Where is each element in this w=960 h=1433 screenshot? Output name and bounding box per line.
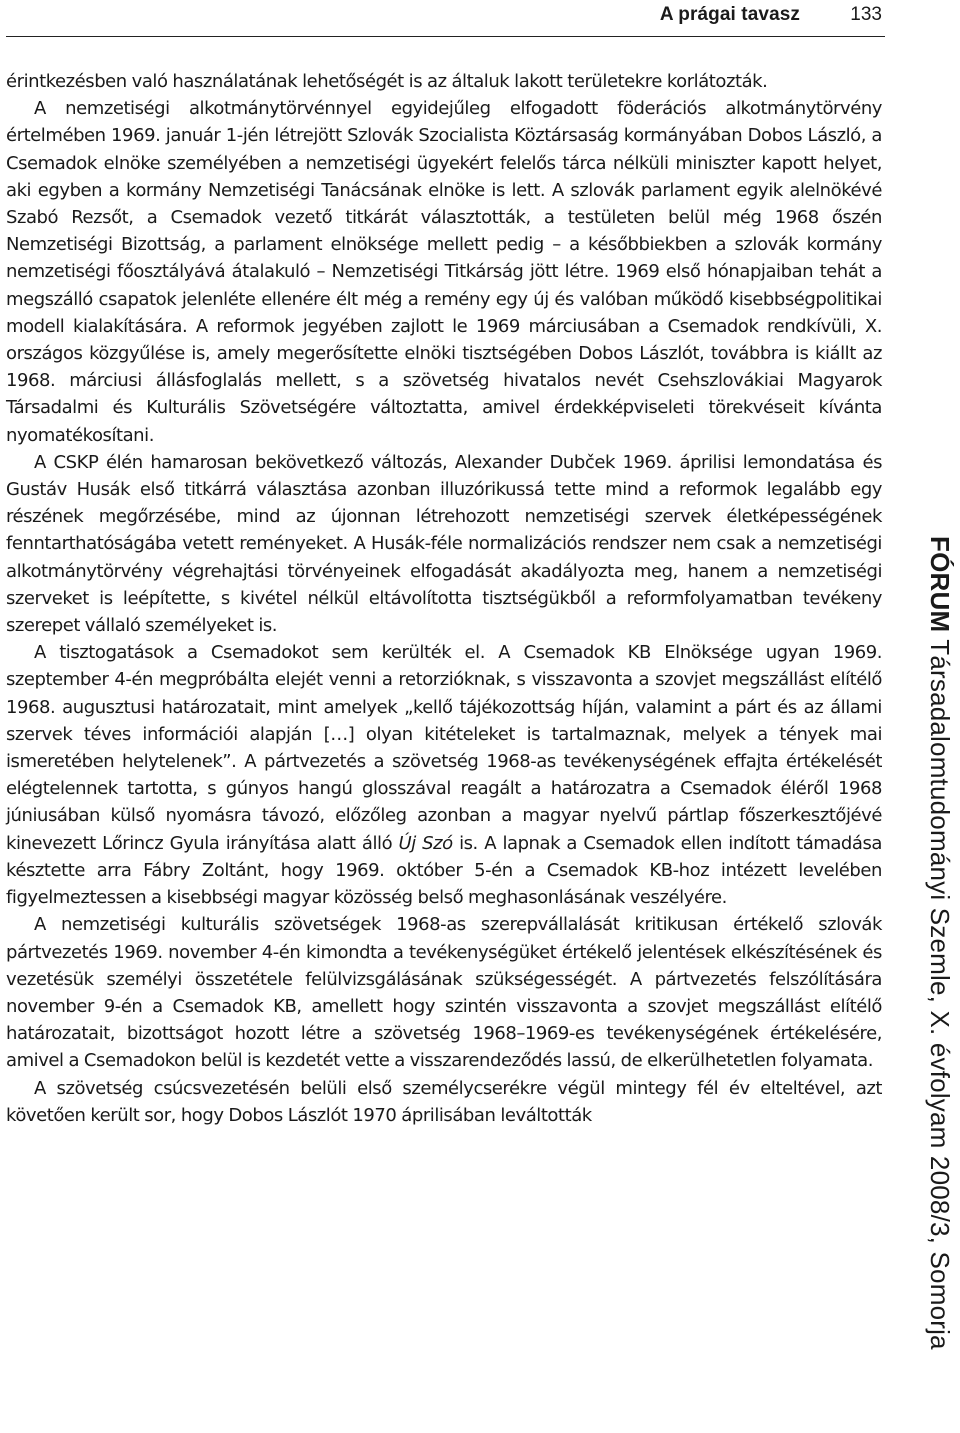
journal-issue: Társadalomtudományi Szemle, X. évfolyam 2008/3, Somorja — [925, 632, 955, 1350]
paragraph — [6, 911, 882, 1074]
paragraph — [6, 68, 882, 95]
body-text — [6, 68, 882, 1129]
paragraph-text: A CSKP élén hamarosan bekövetkező változás, Alexander Dubček 1969. áprilisi lemondatása és Gustáv Husák első titkárrá választása azonban illuzórikussá tette mind a reformok legalább egy részének megőrzésébe, mind az újonnan létrehozott nemzetiségi szervek életképességének fenntarthatóságába vetett reményeket. A Husák-féle normalizációs rendszer nem csak a nemzetiségi alkotmánytörvény végrehajtási törvényeinek elfogadását akadályozta meg, hanem a nemzetiségi szerveket is leépítette, s kivétel nélkül eltávolította tisztségükből a reformfolyamatban tevékeny szerepet vállaló személyeket is. — [6, 451, 882, 637]
paragraph-text: A nemzetiségi alkotmánytörvénnyel egyidejűleg elfogadott föderációs alkotmánytörvény értelmében 1969. január 1-jén létrejött Szlovák Szocialista Köztársaság kormányában Dobos László, a Csemadok elnöke személyében a nemzetiségi ügyekért felelős tárca nélküli miniszter kapott helyet, aki egyben a kormány Nemzetiségi Tanácsának elnöke is lett. A szlovák parlament egyik alelnökévé Szabó Rezsőt, a Csemadok vezető titkárát választották, a testületen belül még 1968 őszén Nemzetiségi Bizottság, a parlament elnöksége mellett pedig – a későbbiekben a szlovák kormány nemzetiségi főosztályává átalakuló – Nemzetiségi Titkárság jött létre. 1969 első hónapjaiban tehát a megszálló csapatok jelenléte ellenére élt még a remény egy új és valóban működő kisebbségpolitikai modell kialakítására. A reformok jegyében zajlott le 1969 márciusában a Csemadok rendkívüli, X. országos közgyűlése is, amely megerősítette elnöki tisztségében Dobos Lászlót, továbbra is kiállt az 1968. márciusi állásfoglalás mellett, s a szövetség hivatalos nevét Csehszlovákiai Magyarok Társadalmi és Kulturális Szövetségére változtatta, amivel érdekképviseleti törekvéseit kívánta nyomatékosítani. — [6, 98, 882, 446]
journal-brand: FÓRUM — [925, 536, 955, 633]
paragraph-text: A tisztogatások a Csemadokot sem kerülték el. A Csemadok KB Elnöksége ugyan 1969. szeptember 4-én megpróbálta elejét venni a retorzióknak, s visszavonta a szovjet megszállást elítélő 1968. augusztusi határozatait, mint amelyek „kellő tájékozottság híján, valamint a párt és az állami szervek téves információi alapján […] olyan kitételeket is tartalmaznak, melyek a tények mai ismeretében helytelenek”. A pártvezetés a szövetség 1968-as tevékenységének effajta értékelését elégtelennek tartotta, s gúnyos hangú glosszával reagált a határozatra a Csemadok éléről 1968 júniusában külső nyomásra távozó, előzőleg azonban a magyar nyelvű pártlap főszerkesztőjévé kinevezett Lőrincz Gyula irányítása alatt álló — [6, 642, 882, 854]
paragraph-text: is. A lapnak a Csemadok ellen indított támadása késztette arra Fábry Zoltánt, hogy 1969. október 5-én a Csemadok KB-hoz intézett levelében figyelmeztessen a kisebbségi magyar közösség belső meghasonlásának veszélyére. — [6, 832, 883, 909]
running-title: A prágai tavasz — [659, 4, 800, 25]
paragraph — [6, 639, 882, 911]
paragraph — [6, 1075, 882, 1129]
paragraph-text: A nemzetiségi kulturális szövetségek 1968-as szerepvállalását kritikusan értékelő szlovák pártvezetés 1969. november 4-én kimondta a tevékenységüket értékelő jelentések elkészítésének és vezetésük személyi összetétele felülvizsgálásának szükségességét. A pártvezetés felszólítására november 9-én a Csemadok KB, amellett hogy szintén visszavonta a szovjet megszállást elítélő határozatait, bizottságot hozott létre a szövetség 1968–1969-es tevékenységének értékelésére, amivel a Csemadokon belül is kezdetét vette a visszarendeződés lassú, de elkerülhetetlen folyamata. — [6, 914, 882, 1072]
page-number: 133 — [850, 4, 882, 25]
newspaper-title: Új Szó — [398, 832, 453, 854]
paragraph — [6, 95, 882, 449]
page-header — [6, 0, 885, 37]
paragraph-text: érintkezésben való használatának lehetőségét is az általuk lakott területekre korlátozták. — [6, 71, 768, 92]
paragraph — [6, 449, 882, 639]
journal-side-label — [924, 536, 956, 1426]
paragraph-text: A szövetség csúcsvezetésén belüli első személycserékre végül mintegy fél év elteltével, azt követően került sor, hogy Dobos Lászlót 1970 áprilisában leváltották — [6, 1077, 882, 1126]
